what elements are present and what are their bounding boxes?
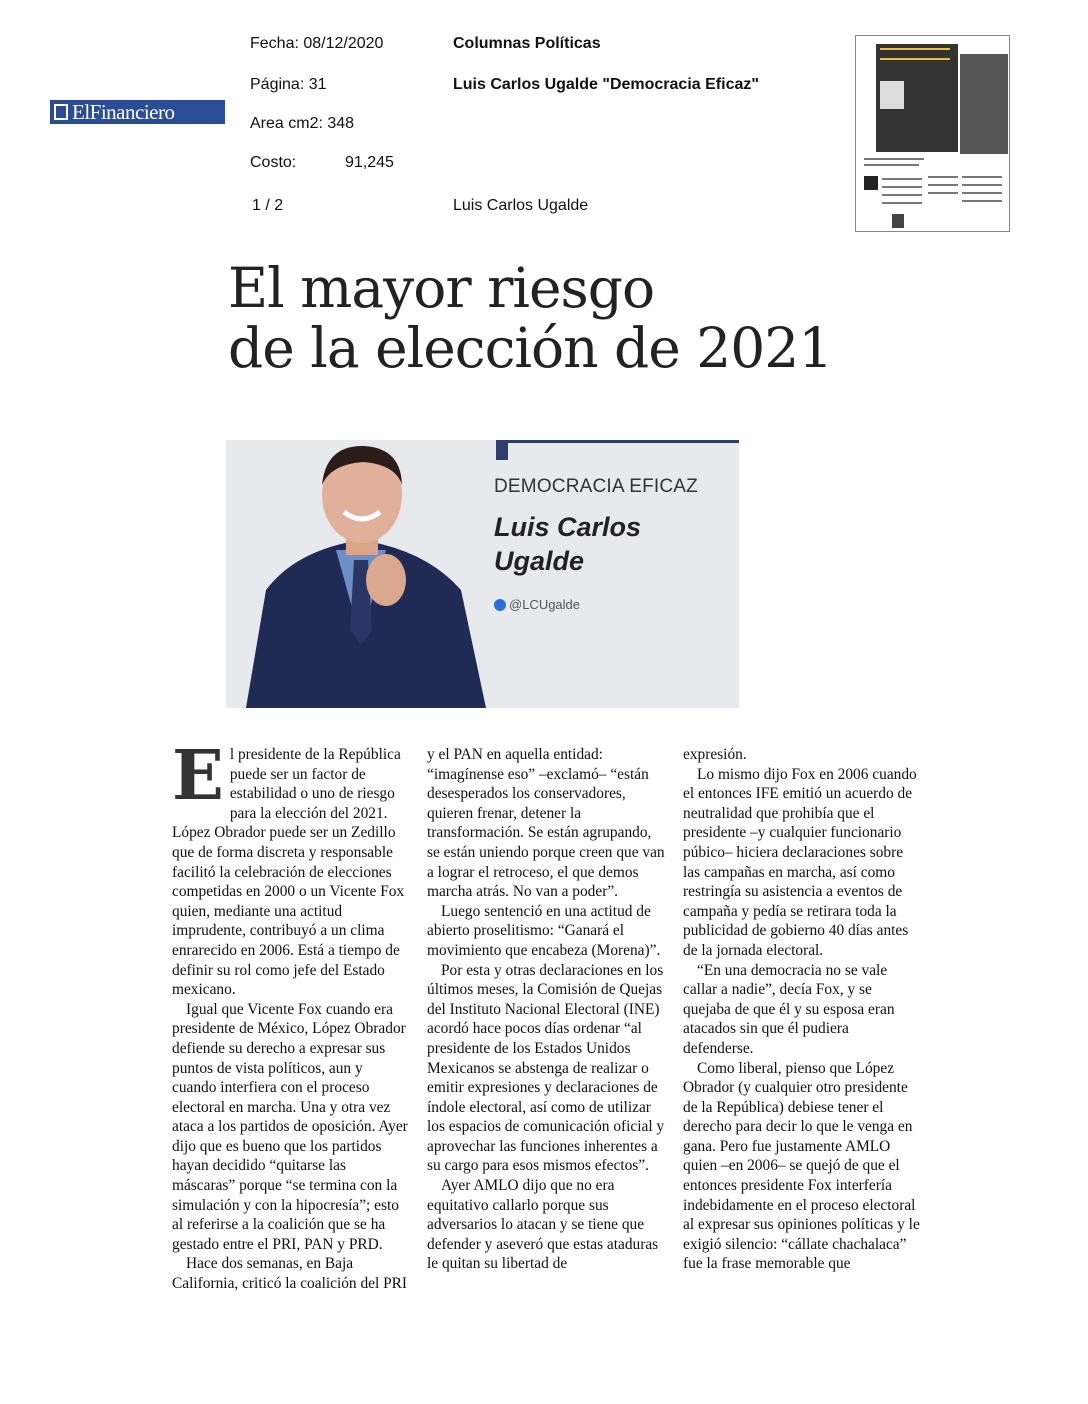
meta-column-title: Luis Carlos Ugalde "Democracia Eficaz" — [453, 76, 759, 93]
twitter-handle-text: @LCUgalde — [509, 597, 581, 612]
author-name-line-2: Ugalde — [494, 546, 585, 576]
paragraph: Luego sentenció en una actitud de abierto proselitismo: “Ganará el movimiento que encabeza (Morena)”. — [427, 902, 661, 959]
paragraph: Por esta y otras declaraciones en los últimos meses, la Comisión de Quejas del Instituto Nacional Electoral (INE) acordó hace pocos días ordenar “al presidente de los Estados Unidos Mexicanos se abstenga de realizar o emitir expresiones y declaraciones de índole electoral, así como de utilizar los espacios de comunicación oficial y aprovechar las funciones inherentes a su cargo para esos mismos efectos”. — [427, 961, 665, 1175]
newspaper-logo — [50, 100, 225, 124]
meta-section: Columnas Políticas — [453, 35, 601, 52]
paragraph: Igual que Vicente Fox cuando era presidente de México, López Obrador defiende su derecho a expresar sus puntos de vista políticos, aun y cuando interfiera con el proceso electoral en marcha. Una y otra vez ataca a los partidos de oposición. Ayer dijo que es bueno que los partidos hayan decidido “quitarse las máscaras” porque “se termina con la simulación y con la hipocresía”; esto al referirse a la coalición que se ha gestado entre el PRI, PAN y PRD. — [172, 1000, 408, 1253]
meta-costo-value: 91,245 — [345, 154, 394, 171]
paragraph: y el PAN en aquella entidad: “imagínense eso” –exclamó– “están desesperados los conservadores, quieren frenar, detener la transformación. Se están agrupando, se están uniendo porque creen que van a lograr el retroceso, el que demos marcha atrás. No van a poder”. — [427, 746, 665, 901]
logo-mark-icon — [54, 104, 68, 120]
article-column-1 — [172, 736, 410, 1294]
paragraph: Hace dos semanas, en Baja California, criticó la coalición del PRI — [172, 1255, 408, 1293]
paragraph: expresión. — [683, 746, 747, 763]
twitter-icon — [494, 599, 506, 611]
banner-top-rule — [496, 440, 739, 443]
article-headline — [228, 258, 988, 378]
column-banner — [226, 440, 739, 708]
author-name — [494, 510, 641, 578]
paragraph: Como liberal, pienso que López Obrador (y cualquier otro presidente de la República) debiese tener el derecho para decir lo que le venga en gana. Pero fue justamente AMLO quien –en 2006– se quejó de que el entonces presidente Fox interfería indebidamente en el proceso electoral al expresar sus opiniones políticas y le exigió silencio: “cállate chachalaca” fue la frase memorable que — [683, 1059, 920, 1273]
paragraph: Ayer AMLO dijo que no era equitativo callarlo porque sus adversarios lo atacan y se tiene que defender y aseveró que estas ataduras le quitan su libertad de — [427, 1177, 659, 1273]
meta-byline: Luis Carlos Ugalde — [453, 197, 589, 214]
author-photo — [236, 440, 486, 708]
headline-line-1: El mayor riesgo — [228, 256, 655, 320]
paragraph: El presidente de la República puede ser un factor de estabilidad o uno de riesgo para la elección del 2021. López Obrador puede ser un Zedillo que de forma discreta y responsable facilitó la celebración de elecciones competidas en 2000 o un Vicente Fox quien, mediante una actitud imprudente, contribuyó a un clima enrarecido en 2006. Está a tiempo de definir su rol como jefe del Estado mexicano. — [172, 736, 405, 999]
column-name: DEMOCRACIA EFICAZ — [494, 476, 698, 497]
author-name-line-1: Luis Carlos — [494, 512, 642, 542]
article-column-2 — [427, 745, 665, 1274]
meta-area: Area cm2: 348 — [250, 115, 355, 132]
meta-pagina: Página: 31 — [250, 76, 327, 93]
logo-text: ElFinanciero — [72, 99, 175, 124]
meta-page-count: 1 / 2 — [252, 197, 284, 214]
drop-cap: E — [172, 736, 224, 816]
meta-costo-label: Costo: — [250, 154, 297, 171]
paragraph: “En una democracia no se vale callar a nadie”, decía Fox, y se quejaba de que él y su esposa eran atacados sin que él pudiera defenderse. — [683, 961, 895, 1057]
headline-line-2: de la elección de 2021 — [228, 316, 833, 380]
article-column-3 — [683, 745, 921, 1274]
twitter-handle[interactable] — [494, 597, 580, 612]
page-thumbnail — [855, 35, 1010, 232]
paragraph: Lo mismo dijo Fox en 2006 cuando el entonces IFE emitió un acuerdo de neutralidad que prohibía que el presidente –y cualquier funcionario púbico– hiciera declaraciones sobre las campañas en marcha, así como restringía su asistencia a eventos de campaña y pedía se retirara toda la publicidad de gobierno 40 días antes de la jornada electoral. — [683, 765, 917, 959]
banner-tab — [496, 440, 508, 460]
meta-fecha: Fecha: 08/12/2020 — [250, 35, 384, 52]
